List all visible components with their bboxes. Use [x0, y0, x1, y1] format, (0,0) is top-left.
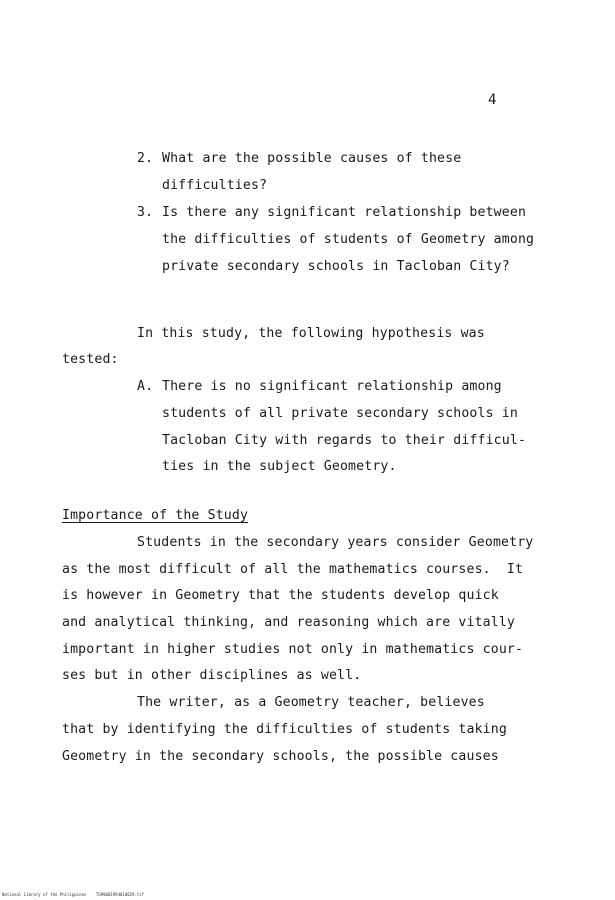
hypothesis-line-1: There is no significant relationship among — [162, 379, 502, 394]
hypothesis-line-3: Tacloban City with regards to their difficul- — [162, 433, 527, 448]
question-3-line-3: private secondary schools in Tacloban City? — [162, 259, 510, 274]
paragraph-2-line-1: The writer, as a Geometry teacher, believes — [137, 695, 485, 710]
hypothesis-intro-continuation: tested: — [62, 352, 119, 367]
question-2-line-1: What are the possible causes of these — [162, 151, 462, 166]
question-3-line-1: Is there any significant relationship between — [162, 205, 527, 220]
paragraph-1-line-3: is however in Geometry that the students develop quick — [62, 588, 499, 603]
hypothesis-line-4: ties in the subject Geometry. — [162, 459, 397, 474]
hypothesis-intro-line: In this study, the following hypothesis was — [137, 326, 485, 341]
hypothesis-label: A. — [137, 379, 154, 394]
paragraph-1-line-2: as the most difficult of all the mathematics courses. It — [62, 562, 524, 577]
paragraph-1-line-1: Students in the secondary years consider Geometry — [137, 535, 534, 550]
scan-footer: National Library of the Philippines TGP0001994010029.tif — [2, 892, 145, 897]
hypothesis-line-2: students of all private secondary schools in — [162, 406, 518, 421]
paragraph-2-line-2: that by identifying the difficulties of students taking — [62, 722, 507, 737]
question-2-number: 2. — [137, 151, 154, 166]
section-heading: Importance of the Study — [62, 508, 249, 523]
question-2-line-2: difficulties? — [162, 178, 268, 193]
question-3-line-2: the difficulties of students of Geometry among — [162, 232, 535, 247]
page-number: 4 — [488, 92, 497, 108]
paragraph-1-line-4: and analytical thinking, and reasoning which are vitally — [62, 615, 516, 630]
question-3-number: 3. — [137, 205, 154, 220]
paragraph-2-line-3: Geometry in the secondary schools, the possible causes — [62, 749, 499, 764]
paragraph-1-line-5: important in higher studies not only in mathematics cour- — [62, 642, 524, 657]
paragraph-1-line-6: ses but in other disciplines as well. — [62, 668, 362, 683]
